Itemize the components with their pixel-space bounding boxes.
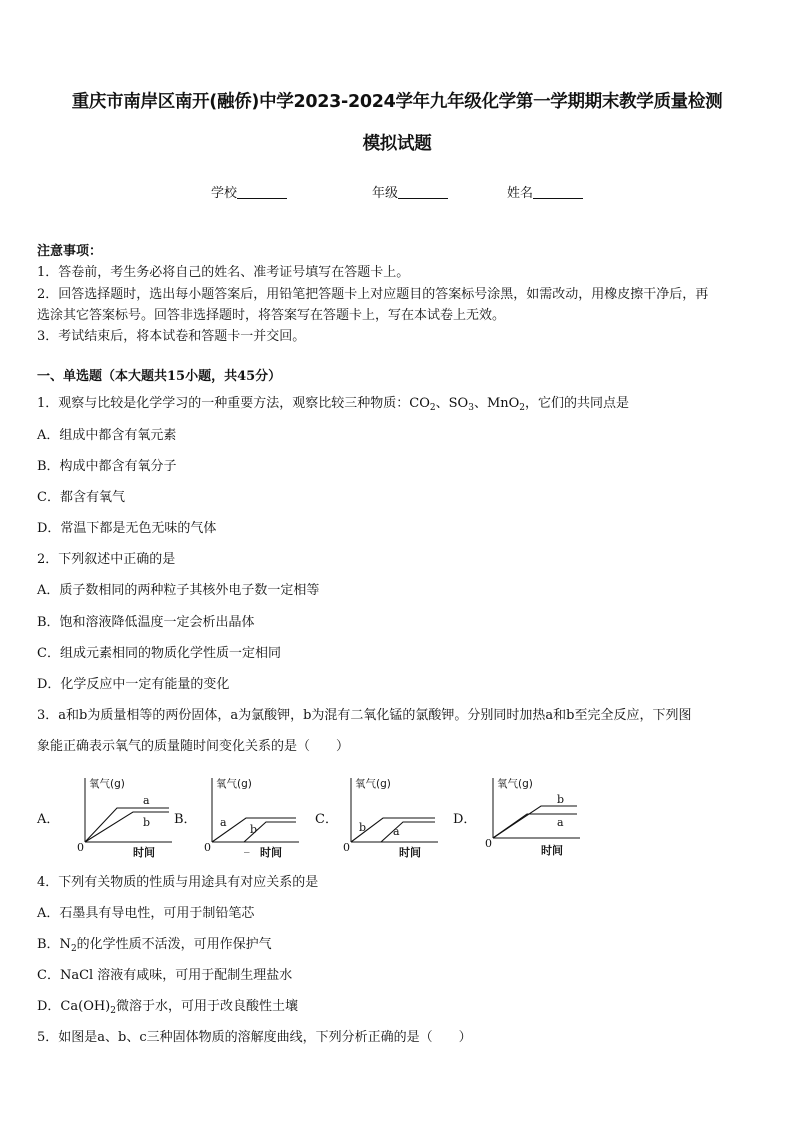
graph-d-xlabel: 时间 [541,844,563,857]
q3-graph-b [204,776,304,860]
q3-graph-a [77,776,177,860]
name-blank [533,186,583,199]
graph-c-lower-label: a [393,825,400,838]
grade-label: 年级 [372,186,399,201]
graph-a-ylabel: 氧气(g) [89,778,125,790]
graph-d-upper-label: b [557,793,565,806]
graph-b-ylabel: 氧气(g) [216,778,252,790]
notice-heading: 注意事项： [37,244,103,259]
exam-title-line2: 模拟试题 [362,134,432,154]
q2-option-a: A．质子数相同的两种粒子其核外电子数一定相等 [37,583,320,598]
school-field [211,182,287,201]
graph-a-curve-b [85,812,169,842]
q2-option-b: B．饱和溶液降低温度一定会析出晶体 [37,615,255,630]
graph-d-ylabel: 氧气(g) [497,778,533,790]
graph-a-lower-label: b [143,816,151,829]
q3-stem-line1: 3．a和b为质量相等的两份固体，a为氯酸钾，b为混有二氧化锰的氯酸钾。分别同时加热a和b至完全反应，下列图 [37,708,692,723]
q3-graph-d [485,776,585,860]
graph-c-origin: 0 [343,841,350,854]
q3-graph-c-letter: C． [315,812,338,827]
graph-c-ylabel: 氧气(g) [355,778,391,790]
name-label: 姓名 [507,186,534,201]
q4-option-d: D．$Ca(OH)_2$微溶于水，可用于改良酸性土壤 [37,999,299,1016]
notice-item-1: 1．答卷前，考生务必将自己的姓名、准考证号填写在答题卡上。 [37,265,410,280]
notice-item-3: 3．考试结束后，将本试卷和答题卡一并交回。 [37,329,306,344]
graph-b-xlabel: 时间 [260,846,282,859]
graph-b-lower-label: b [250,823,258,836]
graph-a-upper-label: a [143,794,150,807]
q2-stem: 2．下列叙述中正确的是 [37,552,176,567]
q3-graph-d-letter: D． [453,812,477,827]
notice-item-2-line1: 2．回答选择题时，选出每小题答案后，用铅笔把答题卡上对应题目的答案标号涂黑，如需改动，用橡皮擦干净后，再 [37,287,709,302]
graph-a-curve-a [85,808,169,842]
q4-stem: 4．下列有关物质的性质与用途具有对应关系的是 [37,875,319,890]
graph-d-origin: 0 [485,837,492,850]
graph-b-origin: 0 [204,841,211,854]
q3-graph-a-letter: A． [37,812,60,827]
graph-b-underscore: _ [244,840,250,853]
q1-option-b: B．构成中都含有氧分子 [37,459,177,474]
school-blank [237,186,287,199]
graph-a-origin: 0 [77,841,84,854]
q1-option-d: D．常温下都是无色无味的气体 [37,521,217,536]
graph-c-xlabel: 时间 [399,846,421,859]
q1-option-a: A．组成中都含有氧元素 [37,428,177,443]
q1-option-c: C．都含有氧气 [37,490,125,505]
graph-d-curve-b [493,814,577,838]
section-heading: 一、单选题（本大题共15小题，共45分） [37,369,282,384]
grade-field [372,182,448,201]
graph-d-curve-a [493,806,577,838]
q2-option-d: D．化学反应中一定有能量的变化 [37,677,230,692]
q4-option-a: A．石墨具有导电性，可用于制铅笔芯 [37,906,255,921]
q1-stem: 1．观察与比较是化学学习的一种重要方法，观察比较三种物质：$CO_2$、$SO_3$、MnO$_2$，它们的共同点是 [37,396,630,413]
notice-item-2-line2: 选涂其它答案标号。回答非选择题时，将答案写在答题卡上，写在本试卷上无效。 [37,308,506,323]
q3-graph-b-letter: B． [174,812,197,827]
exam-title-line1: 重庆市南岸区南开(融侨)中学2023-2024学年九年级化学第一学期期末教学质量检测 [71,92,723,112]
name-field [507,182,583,201]
graph-c-curve-a [381,822,435,842]
q4-option-b: B．$N_2$的化学性质不活泼，可用作保护气 [37,937,272,954]
q5-stem: 5．如图是a、b、c三种固体物质的溶解度曲线，下列分析正确的是（ ） [37,1030,472,1045]
q2-option-c: C．组成元素相同的物质化学性质一定相同 [37,646,281,661]
school-label: 学校 [211,186,238,201]
graph-b-upper-label: a [220,816,227,829]
graph-a-xlabel: 时间 [133,846,155,859]
q3-graph-options [37,776,777,860]
graph-d-lower-label: a [557,816,564,829]
q3-graph-c [343,776,443,860]
graph-c-upper-label: b [359,821,367,834]
grade-blank [398,186,448,199]
q4-option-c: C．NaCl 溶液有咸味，可用于配制生理盐水 [37,968,293,983]
q3-stem-line2: 象能正确表示氧气的质量随时间变化关系的是（ ） [37,739,350,754]
